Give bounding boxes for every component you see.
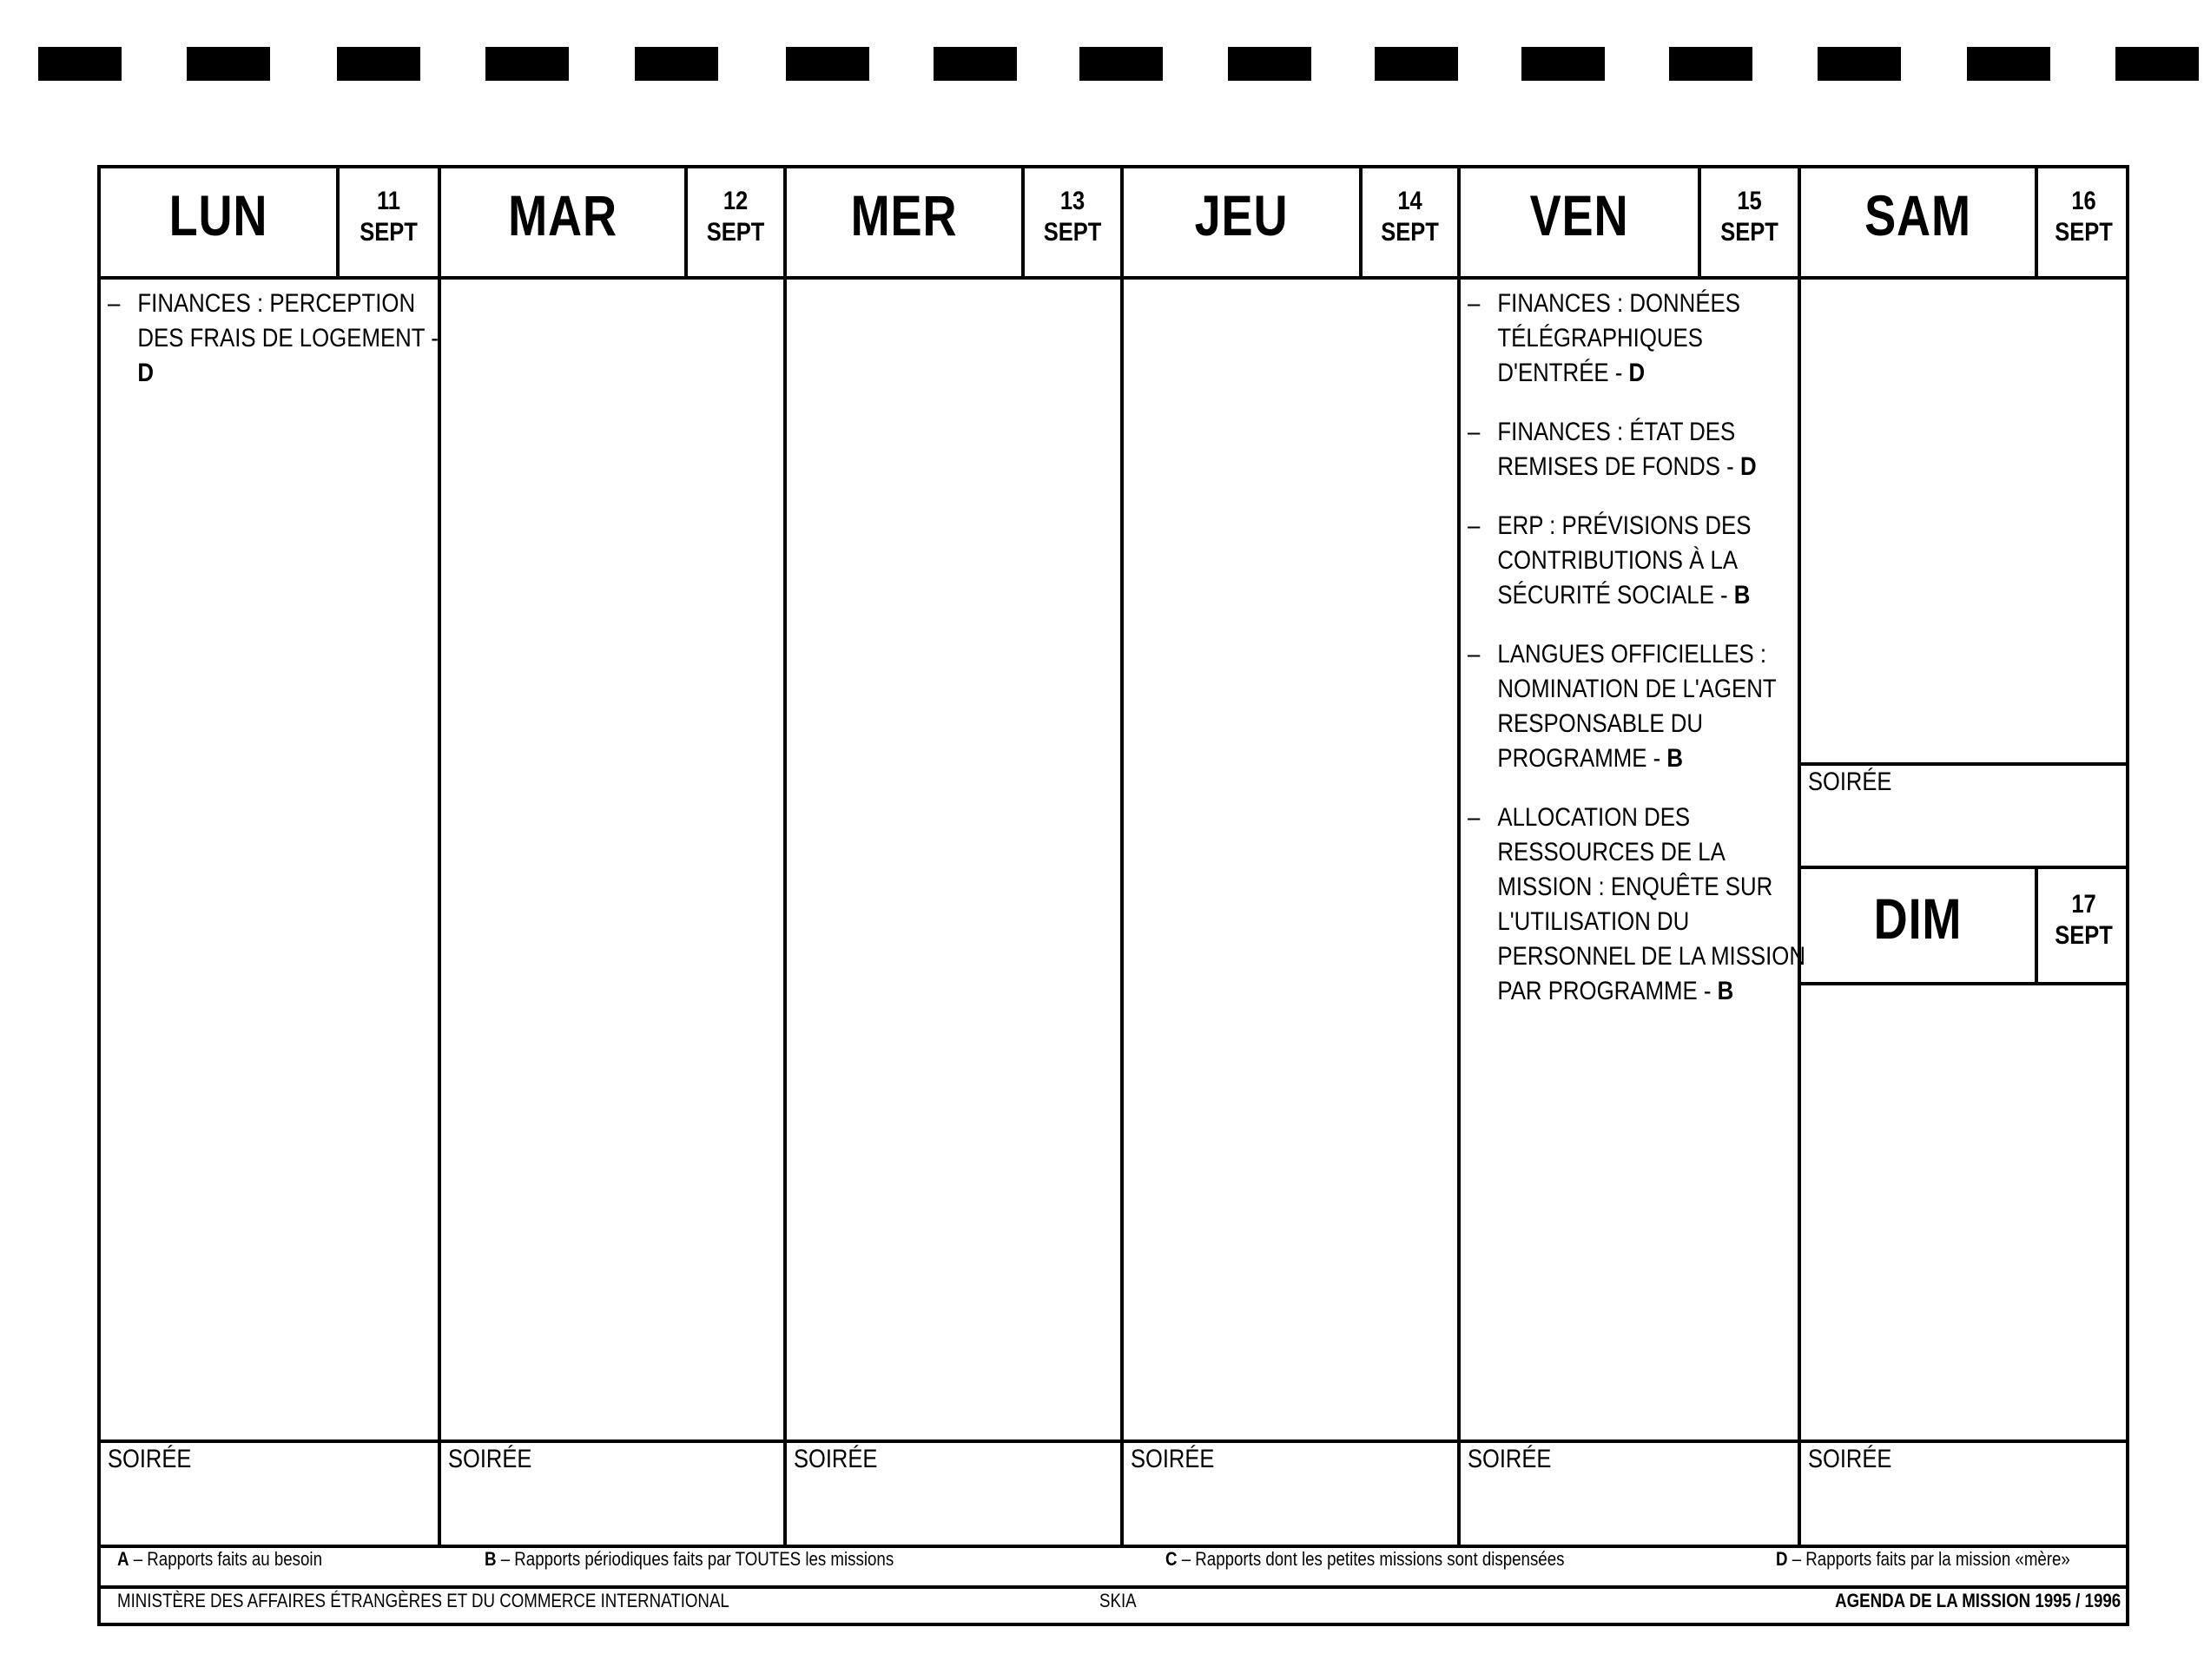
day-date-jeu: 14 SEPT	[1381, 187, 1439, 247]
legend-c: C – Rapports dont les petites missions sont dispensées	[1165, 1548, 1565, 1570]
soiree-label-jeu: SOIRÉE	[1131, 1445, 1215, 1473]
legend-b: B – Rapports périodiques faits par TOUTES les missions	[485, 1548, 894, 1570]
day-date-mar: 12 SEPT	[706, 187, 765, 247]
legend-d: D – Rapports faits par la mission «mère»	[1776, 1548, 2070, 1570]
day-date-lun: 11 SEPT	[360, 187, 418, 247]
day-date-ven: 15 SEPT	[1720, 187, 1778, 247]
day-name-mar: MAR	[508, 183, 617, 247]
day-name-mer: MER	[850, 183, 958, 247]
soiree-label-mar: SOIRÉE	[448, 1445, 532, 1473]
day-name-jeu: JEU	[1194, 183, 1289, 247]
day-name-dim: DIM	[1873, 886, 1963, 951]
day-date-dim: 17 SEPT	[2055, 890, 2113, 950]
day-name-ven: VEN	[1529, 183, 1629, 247]
soiree-label-mer: SOIRÉE	[794, 1445, 878, 1473]
soiree-label-lun: SOIRÉE	[108, 1445, 192, 1473]
footer-agenda: AGENDA DE LA MISSION 1995 / 1996	[1834, 1590, 2121, 1611]
task-item: – ALLOCATION DES RESSOURCES DE LA MISSION : ENQUÊTE SUR L'UTILISATION DU PERSONNEL DE LA MISSION PAR PROGRAMME - B	[1468, 800, 1810, 1009]
day-name-lun: LUN	[168, 183, 268, 247]
task-item: – LANGUES OFFICIELLES : NOMINATION DE L'AGENT RESPONSABLE DU PROGRAMME - B	[1468, 637, 1810, 776]
day-name-sam: SAM	[1864, 183, 1971, 247]
legend-a: A – Rapports faits au besoin	[117, 1548, 322, 1570]
soiree-label-dim: SOIRÉE	[1808, 1445, 1892, 1473]
task-item: – ERP : PRÉVISIONS DES CONTRIBUTIONS À LA SÉCURITÉ SOCIALE - B	[1468, 509, 1810, 613]
task-item: – FINANCES : ÉTAT DES REMISES DE FONDS - D	[1468, 415, 1810, 484]
task-list-ven	[1468, 287, 1806, 1033]
day-date-mer: 13 SEPT	[1043, 187, 1102, 247]
footer-code: SKIA	[1099, 1590, 1137, 1611]
soiree-label-ven: SOIRÉE	[1468, 1445, 1552, 1473]
day-date-sam: 16 SEPT	[2055, 187, 2113, 247]
task-item: – FINANCES : PERCEPTION DES FRAIS DE LOGEMENT - D	[108, 287, 460, 391]
task-item: – FINANCES : DONNÉES TÉLÉGRAPHIQUES D'ENTRÉE - D	[1468, 287, 1810, 391]
soiree-label-sam: SOIRÉE	[1808, 768, 1892, 796]
footer-ministry: MINISTÈRE DES AFFAIRES ÉTRANGÈRES ET DU COMMERCE INTERNATIONAL	[117, 1590, 729, 1611]
task-list-lun	[108, 287, 439, 415]
